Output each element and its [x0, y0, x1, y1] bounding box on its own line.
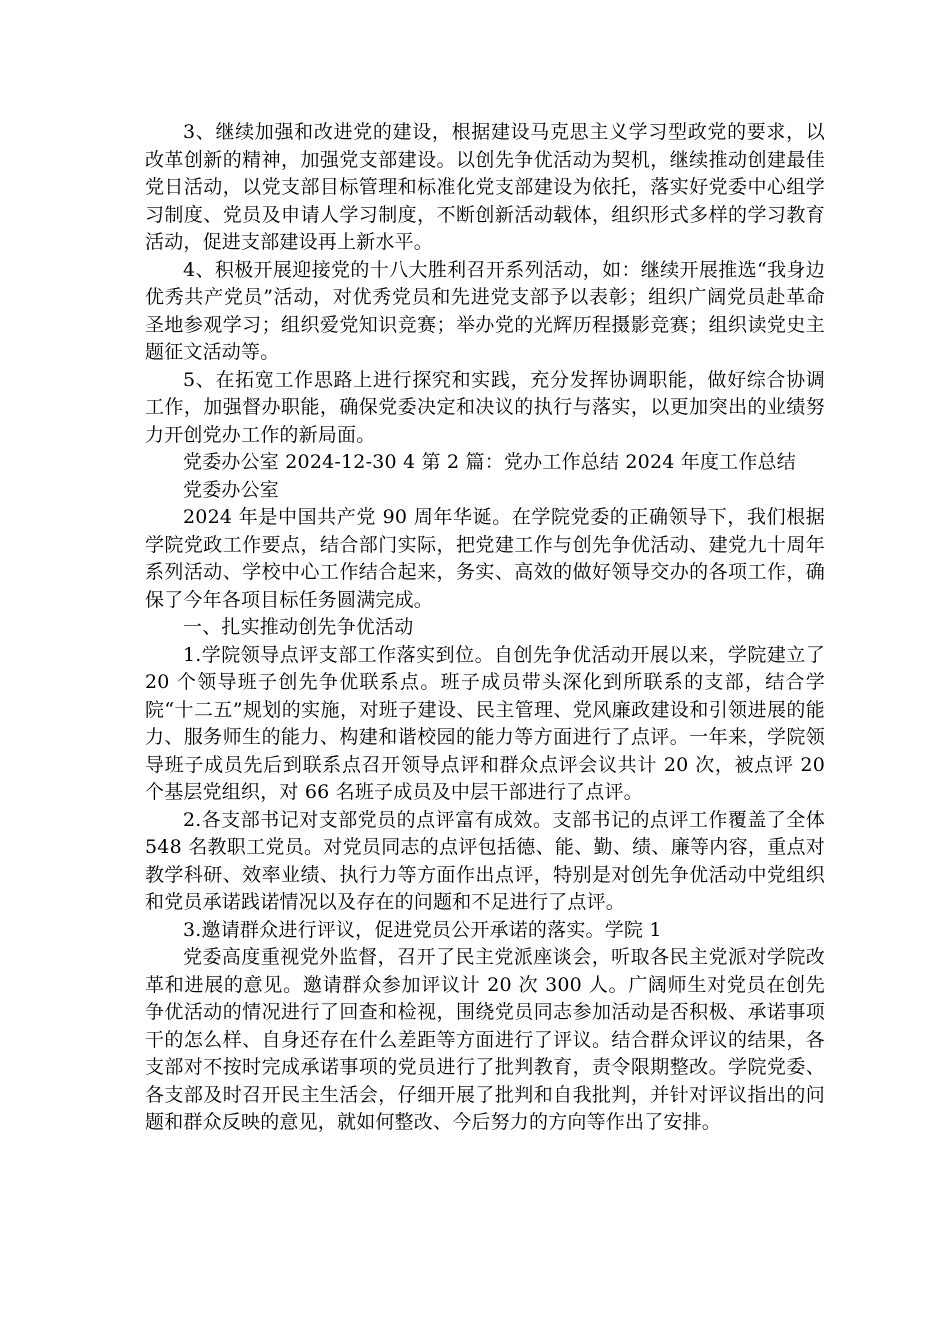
- subsection-1-paragraph: 1.学院领导点评支部工作落实到位。自创先争优活动开展以来，学院建立了 20 个领导班子创先争优联系点。班子成员带头深化到所联系的支部，结合学院“十二五”规划的实施，对班子建设、民主管理、党风廉政建设和引领进展的能力、服务师生的能力、构建和谐校园的能力等方面进行了点评。一年来，学院领导班子成员先后到联系点召开领导点评和群众点评会议共计 20 次，被点评 20 个基层党组织，对 66 名班子成员及中层干部进行了点评。: [145, 643, 825, 803]
- subsection-2-paragraph: 2.各支部书记对支部党员的点评富有成效。支部书记的点评工作覆盖了全体 548 名教职工党员。对党员同志的点评包括德、能、勤、绩、廉等内容，重点对教学科研、效率业绩、执行力等方面作出点评，特别是对创先争优活动中党组织和党员承诺践诺情况以及存在的问题和不足进行了点评。: [145, 808, 825, 913]
- intro-paragraph: 2024 年是中国共产党 90 周年华诞。在学院党委的正确领导下，我们根据学院党政工作要点，结合部门实际，把党建工作与创先争优活动、建党九十周年系列活动、学校中心工作结合起来，务实、高效的做好领导交办的各项工作，确保了今年各项目标任务圆满完成。: [145, 506, 825, 611]
- paragraph-item-4: 4、积极开展迎接党的十八大胜利召开系列活动，如：继续开展推选“我身边优秀共产党员”活动，对优秀党员和先进党支部予以表彰；组织广阔党员赴革命圣地参观学习；组织爱党知识竞赛；举办党的光辉历程摄影竞赛；组织读党史主题征文活动等。: [145, 258, 825, 363]
- document-body: [145, 119, 825, 1137]
- section-heading-1: 一、扎实推动创先争优活动: [183, 616, 414, 638]
- office-date-and-section-title: 党委办公室 2024-12-30 4 第 2 篇：党办工作总结 2024 年度工作总结: [183, 451, 796, 473]
- paragraph-item-5: 5、在拓宽工作思路上进行探究和实践，充分发挥协调职能，做好综合协调工作，加强督办职能，确保党委决定和决议的执行与落实，以更加突出的业绩努力开创党办工作的新局面。: [145, 368, 825, 446]
- subsection-3-heading-with-page-number: 3.邀请群众进行评议，促进党员公开承诺的落实。学院 1: [183, 918, 662, 941]
- paragraph-item-3: 3、继续加强和改进党的建设，根据建设马克思主义学习型政党的要求，以改革创新的精神，加强党支部建设。以创先争优活动为契机，继续推动创建最佳党日活动，以党支部目标管理和标准化党支部建设为依托，落实好党委中心组学习制度、党员及申请人学习制度，不断创新活动载体，组织形式多样的学习教育活动，促进支部建设再上新水平。: [145, 121, 825, 253]
- author-office: 党委办公室: [183, 478, 280, 501]
- continuation-paragraph: 党委高度重视党外监督，召开了民主党派座谈会，听取各民主党派对学院改革和进展的意见。邀请群众参加评议计 20 次 300 人。广阔师生对党员在创先争优活动的情况进行了回查和检视，围绕党员同志参加活动是否积极、承诺事项干的怎么样、自身还存在什么差距等方面进行了评议。结合群众评议的结果，各支部对不按时完成承诺事项的党员进行了批判教育，责令限期整改。学院党委、各支部及时召开民主生活会，仔细开展了批判和自我批判，并针对评议指出的问题和群众反映的意见，就如何整改、今后努力的方向等作出了安排。: [145, 946, 825, 1133]
